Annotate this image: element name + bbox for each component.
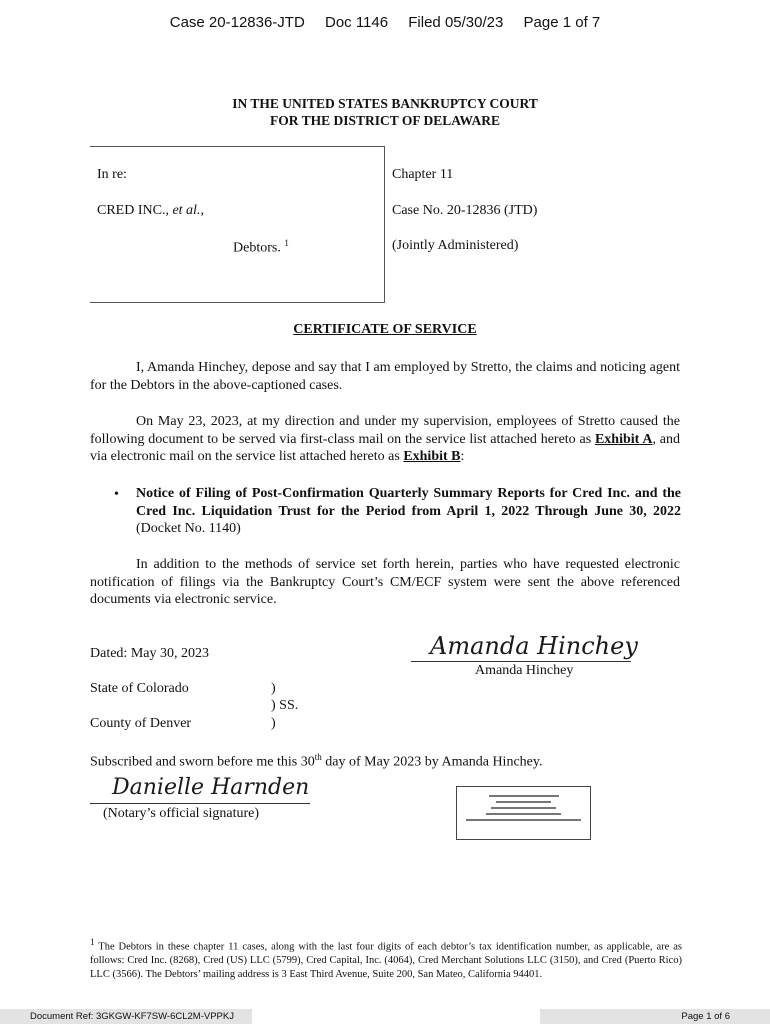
signer-name: Amanda Hinchey xyxy=(475,663,574,678)
case-no-label: Case No. 20-12836 (JTD) xyxy=(392,203,538,218)
subscribed-line: Subscribed and sworn before me this 30th day of May 2023 by Amanda Hinchey. xyxy=(90,752,543,770)
dated-line: Dated: May 30, 2023 xyxy=(90,646,209,661)
notary-stamp xyxy=(456,786,591,840)
doc-number: Doc 1146 xyxy=(324,14,389,31)
caption-box xyxy=(90,146,385,303)
page-indicator: Page 1 of 7 xyxy=(523,14,601,31)
footnote-text: The Debtors in these chapter 11 cases, along with the last four digits of each debtor’s tax identification number, as applicable, are as follows: Cred Inc. (8268), Cred (US) LLC (5799), Cred Capital, Inc. (4064), Cred Merchant Solutions LLC (3150), and Cred (Puerto Rico) LLC (3566). The Debtors’ mailing address is 3 East Third Avenue, Suite 200, San Mateo, California 94401. xyxy=(90,941,682,980)
debtor-name: CRED INC., et al., xyxy=(97,203,204,218)
docket-header xyxy=(0,14,770,31)
venue-ss: ) SS. xyxy=(271,698,299,713)
bullet-icon: • xyxy=(114,487,119,502)
in-re-label: In re: xyxy=(97,167,127,182)
notary-official-signature-label: (Notary’s official signature) xyxy=(103,806,260,821)
exhibit-b: Exhibit B xyxy=(403,449,461,464)
state-line: State of Colorado xyxy=(90,681,189,696)
venue-paren-3: ) xyxy=(271,716,276,731)
footnote xyxy=(90,936,682,981)
court-heading xyxy=(0,95,770,129)
county-line: County of Denver xyxy=(90,716,192,731)
venue-paren-1: ) xyxy=(271,681,276,696)
footnote-reference: 1 xyxy=(284,238,289,248)
certificate-title: CERTIFICATE OF SERVICE xyxy=(293,322,477,337)
footnote-mark: 1 xyxy=(90,937,95,947)
signer-signature: Amanda Hinchey xyxy=(430,632,638,660)
exhibit-a: Exhibit A xyxy=(594,431,653,447)
signature-line xyxy=(411,661,631,662)
chapter-label: Chapter 11 xyxy=(392,167,454,182)
notary-signature-line xyxy=(90,803,310,804)
notary-signature: Danielle Harnden xyxy=(112,775,310,800)
paragraph-1: I, Amanda Hinchey, depose and say that I am employed by Stretto, the claims and noticing agent for the Debtors in the above-captioned cases. xyxy=(90,360,680,393)
footer-page: Page 1 of 6 xyxy=(540,1009,770,1024)
court-line-1: IN THE UNITED STATES BANKRUPTCY COURT xyxy=(232,96,538,111)
court-line-2: FOR THE DISTRICT OF DELAWARE xyxy=(269,113,501,128)
case-number: Case 20-12836-JTD xyxy=(169,14,305,31)
served-document: Notice of Filing of Post-Confirmation Quarterly Summary Reports for Cred Inc. and the Cred Inc. Liquidation Trust for the Period from April 1, 2022 Through June 30, 2022 (Docket No. 1140) xyxy=(136,486,681,536)
paragraph-3: In addition to the methods of service set forth herein, parties who have requested electronic notification of filings via the Bankruptcy Court’s CM/ECF system were sent the above referenced documents via electronic service. xyxy=(90,557,680,607)
paragraph-2: On May 23, 2023, at my direction and under my supervision, employees of Stretto caused the following document to be served via first-class mail on the service list attached hereto as Exhibit A, and via electronic mail on the service list attached hereto as Exhibit B: xyxy=(90,414,680,464)
jointly-administered-label: (Jointly Administered) xyxy=(392,238,519,253)
debtors-label: Debtors. $^1$ xyxy=(233,238,289,256)
document-ref: Document Ref: 3GKGW-KF7SW-6CL2M-VPPKJ xyxy=(0,1009,252,1024)
et-al: et al. xyxy=(172,203,201,218)
filed-date: Filed 05/30/23 xyxy=(408,14,504,31)
